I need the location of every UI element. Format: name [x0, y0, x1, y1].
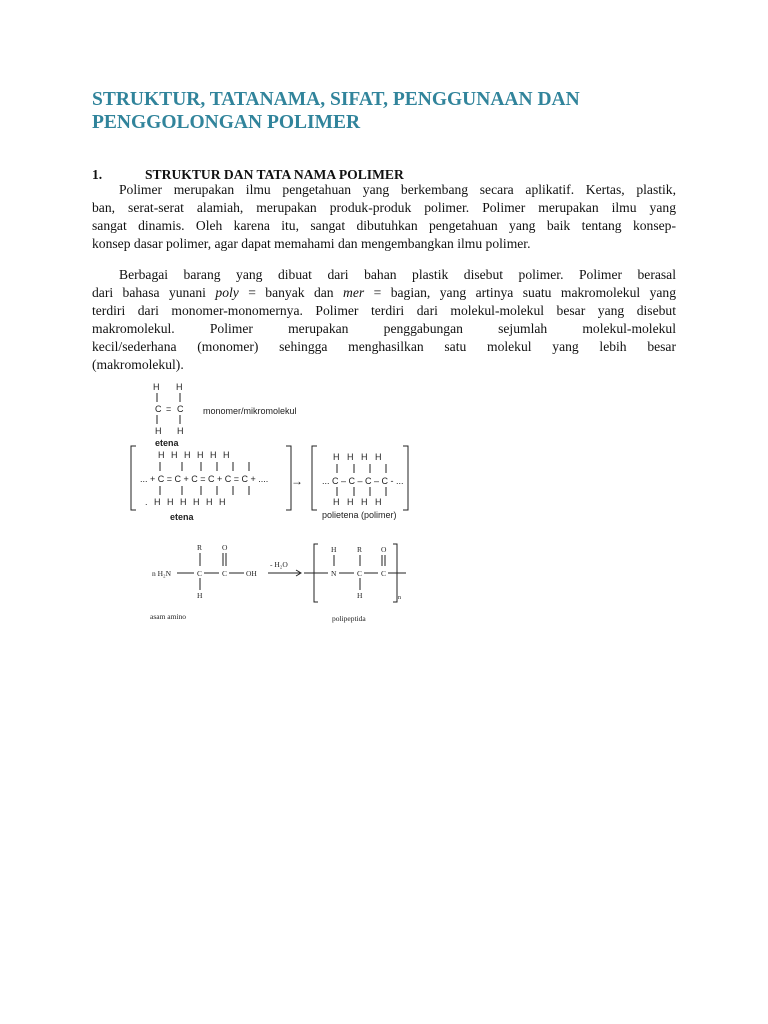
peptide-c2: C [381, 569, 387, 578]
water-loss: - H₂O [270, 560, 288, 569]
bracket-right [286, 446, 291, 510]
section-number: 1. [92, 167, 103, 182]
paragraph-2-line: terdiri dari monomer-monomernya. Polimer terdiri dari molekul-molekul besar yang disebut [92, 303, 676, 319]
etena-label: etena [170, 512, 194, 522]
amino-reactant: n H₂N [152, 569, 172, 578]
peptide-o: O [381, 545, 387, 554]
amino-oh: OH [246, 569, 257, 578]
monomer-label: monomer/mikromolekul [203, 406, 297, 416]
paragraph-1-line: Polimer merupakan ilmu pengetahuan yang berkembang secara aplikatif. Kertas, plastik, [119, 182, 676, 197]
section-title: STRUKTUR DAN TATA NAMA POLIMER [145, 167, 404, 182]
paragraph-2-line: makromolekul. Polimer merupakan penggabungan sejumlah molekul-molekul [92, 321, 676, 337]
monomer-chain: ... + C = C + C = C + C = C + .... [140, 474, 269, 484]
atom-h: H [155, 426, 162, 436]
asam-amino-label: asam amino [150, 612, 187, 621]
amino-h: H [197, 591, 203, 600]
title-line-2: PENGGOLONGAN POLIMER [92, 112, 361, 133]
text-run: = banyak dan [238, 285, 344, 301]
amino-c: C [197, 569, 203, 578]
h-row-bottom: . H H H H H H [145, 497, 226, 507]
paragraph-2-line: Berbagai barang yang dibuat dari bahan plastik disebut polimer. Polimer berasal [119, 267, 676, 282]
polipeptida-label: polipeptida [332, 614, 366, 623]
paragraph-2-line: (makromolekul). [92, 357, 184, 373]
paragraph-2-line: kecil/sederhana (monomer) sehingga menghasilkan satu molekul yang lebih besar [92, 339, 676, 355]
amino-c2: C [222, 569, 228, 578]
etena-label: etena [155, 438, 179, 448]
amino-o: O [222, 543, 228, 552]
paragraph-1-line: konsep dasar polimer, agar dapat memahami dan mengembangkan ilmu polimer. [92, 236, 531, 252]
poly-bracket-right [403, 446, 408, 510]
peptide-n-subscript: n [398, 595, 401, 601]
double-bond: = [166, 404, 172, 414]
peptide-c: C [357, 569, 363, 578]
poly-h-row-bottom: H H H H [333, 497, 382, 507]
atom-h: H [177, 426, 184, 436]
h-row-top: H H H H H H [158, 450, 230, 460]
bracket-left [131, 446, 136, 510]
atom-c: C [177, 404, 184, 414]
text-run: = bagian, yang artinya suatu makromolekul yang [364, 285, 676, 301]
poly-bracket-left [312, 446, 317, 510]
paragraph-1-line: ban, serat-serat alamiah, merupakan produk-produk polimer. Polimer merupakan ilmu yang [92, 200, 676, 216]
title-line-1: STRUKTUR, TATANAMA, SIFAT, PENGGUNAAN DAN [92, 89, 580, 110]
atom-c: C [155, 404, 162, 414]
peptide-n: N [331, 569, 337, 578]
term-mer: mer [343, 285, 365, 301]
reaction-arrow: → [291, 474, 303, 488]
polietena-label: polietena (polimer) [322, 510, 397, 520]
peptide-h: H [331, 545, 337, 554]
paragraph-1-line: sangat dinamis. Oleh karena itu, sangat dibutuhkan pengetahuan yang baik tentang konsep- [92, 218, 676, 234]
atom-h: H [176, 382, 183, 392]
polymer-chain: ... C – C – C – C - ... [322, 476, 404, 486]
poly-h-row-top: H H H H [333, 452, 382, 462]
term-poly: poly [215, 285, 239, 301]
amino-r: R [197, 543, 203, 552]
peptide-r: R [357, 545, 363, 554]
peptide-h2: H [357, 591, 363, 600]
text-run: dari bahasa yunani [92, 285, 216, 301]
atom-h: H [153, 382, 160, 392]
